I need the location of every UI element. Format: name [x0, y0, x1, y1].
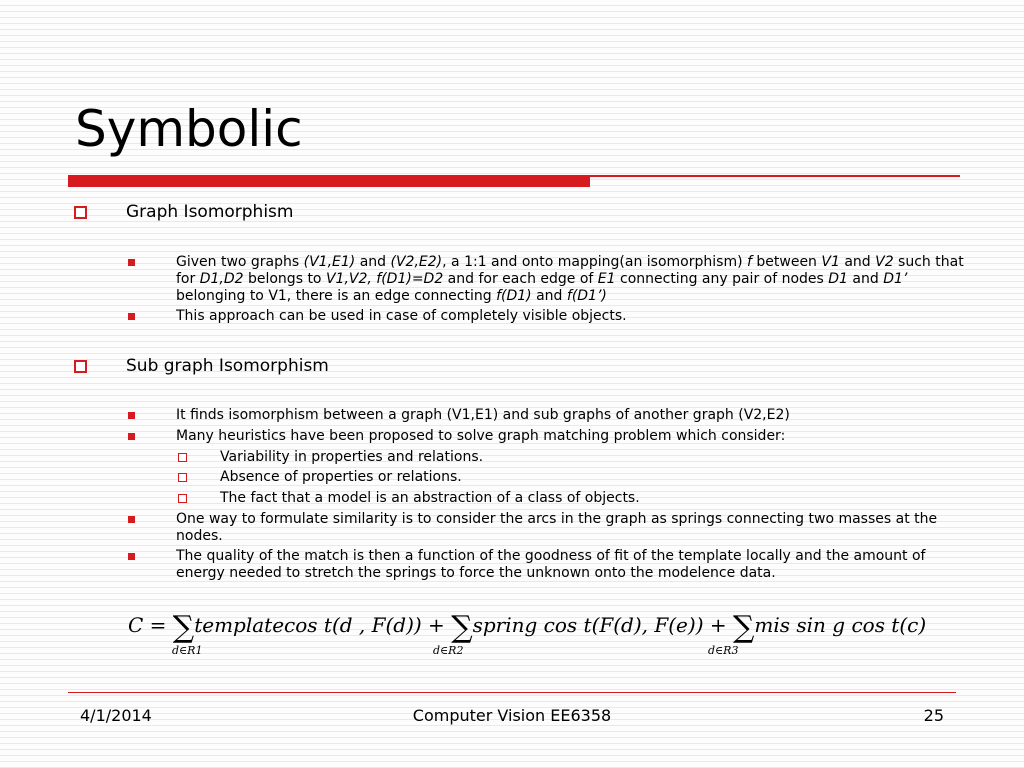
definition-fragment: V1,V2, f(D1)=D2 — [325, 271, 444, 287]
nested-bullet-text: Absence of properties or relations. — [220, 469, 462, 485]
formula-term-3: mis sin g cos t(c) — [754, 613, 927, 637]
footer-course-title: Computer Vision EE6358 — [412, 706, 612, 725]
sum-symbol-3: ∑ — [732, 610, 755, 645]
hollow-square-bullet-icon — [178, 494, 187, 503]
definition-fragment: and — [355, 254, 391, 270]
sub-bullet-definition — [128, 254, 978, 305]
definition-fragment: between — [751, 254, 822, 270]
title-underline-thin — [590, 175, 960, 177]
formula-subscript-3: d∈R3 — [708, 644, 739, 657]
bullet-label: Graph Isomorphism — [126, 202, 294, 222]
bullet-label: Sub graph Isomorphism — [126, 356, 329, 376]
nested-bullet-abstraction — [178, 490, 640, 507]
sub-bullet-text: One way to formulate similarity is to consider the arcs in the graph as springs connecting two masses at the nodes. — [176, 511, 938, 544]
nested-bullet-variability — [178, 449, 483, 466]
definition-fragment: f(D1’) — [566, 288, 607, 304]
sub-bullet-text: Many heuristics have been proposed to solve graph matching problem which consider: — [176, 428, 786, 444]
sub-bullet-visible-objects — [128, 308, 978, 325]
nested-bullet-text: The fact that a model is an abstraction of a class of objects. — [220, 490, 640, 506]
definition-fragment: and — [847, 271, 884, 287]
nested-bullet-absence — [178, 469, 462, 486]
sub-bullet-match-quality — [128, 548, 978, 582]
filled-square-bullet-icon — [128, 433, 135, 440]
definition-fragment: Given two graphs — [176, 254, 304, 270]
sum-symbol-2: ∑ — [451, 610, 473, 645]
formula-subscript-2: d∈R2 — [433, 644, 464, 657]
formula-lhs: C = — [128, 613, 173, 637]
definition-fragment: such that for — [176, 254, 964, 287]
filled-square-bullet-icon — [128, 516, 135, 523]
filled-square-bullet-icon — [128, 412, 135, 419]
definition-fragment: f(D1) — [496, 288, 532, 304]
sub-bullet-text: It finds isomorphism between a graph (V1,E1) and sub graphs of another graph (V2,E2) — [176, 407, 790, 423]
footer-page-number: 25 — [923, 706, 944, 725]
definition-fragment: D1,D2 — [199, 271, 244, 287]
definition-fragment: connecting any pair of nodes — [615, 271, 829, 287]
formula-subscript-1: d∈R1 — [172, 644, 203, 657]
footer-date: 4/1/2014 — [80, 706, 152, 725]
sub-bullet-springs — [128, 511, 978, 545]
sub-bullet-text: This approach can be used in case of completely visible objects. — [176, 308, 627, 324]
filled-square-bullet-icon — [128, 553, 135, 560]
definition-fragment: V1 — [821, 254, 840, 270]
hollow-square-bullet-icon — [178, 453, 187, 462]
formula-term-1: templatecos t(d , F(d)) + — [194, 613, 452, 637]
definition-fragment: and — [839, 254, 876, 270]
filled-square-bullet-icon — [128, 313, 135, 320]
formula-main-line — [128, 610, 926, 645]
definition-fragment: and — [531, 288, 567, 304]
definition-fragment: and for each edge of — [443, 271, 598, 287]
cost-formula — [128, 604, 928, 664]
definition-fragment: f — [747, 254, 752, 270]
hollow-square-bullet-icon — [74, 206, 87, 219]
slide-title: Symbolic — [75, 100, 303, 158]
definition-fragment: belonging to V1, there is an edge connecting — [176, 288, 497, 304]
sub-bullet-text: The quality of the match is then a function of the goodness of fit of the template locally and the amount of energy needed to stretch the springs to force the unknown onto the modelence data. — [176, 548, 926, 581]
definition-fragment: (V2,E2) — [390, 254, 443, 270]
formula-term-2: spring cos t(F(d), F(e)) + — [472, 613, 733, 637]
sub-bullet-finds-isomorphism — [128, 407, 978, 424]
definition-fragment: belongs to — [243, 271, 326, 287]
filled-square-bullet-icon — [128, 259, 135, 266]
definition-fragment: V2 — [875, 254, 894, 270]
definition-fragment: E1 — [597, 271, 616, 287]
definition-fragment: D1’ — [883, 271, 908, 287]
nested-bullet-text: Variability in properties and relations. — [220, 449, 484, 465]
hollow-square-bullet-icon — [74, 360, 87, 373]
definition-fragment: (V1,E1) — [303, 254, 356, 270]
footer-divider — [68, 692, 956, 693]
definition-fragment: D1 — [828, 271, 848, 287]
sum-symbol-1: ∑ — [172, 610, 195, 645]
definition-text — [176, 254, 976, 305]
sub-bullet-heuristics — [128, 428, 978, 445]
definition-fragment: , a 1:1 and onto mapping(an isomorphism) — [442, 254, 747, 270]
title-underline-thick — [68, 175, 590, 187]
hollow-square-bullet-icon — [178, 473, 187, 482]
